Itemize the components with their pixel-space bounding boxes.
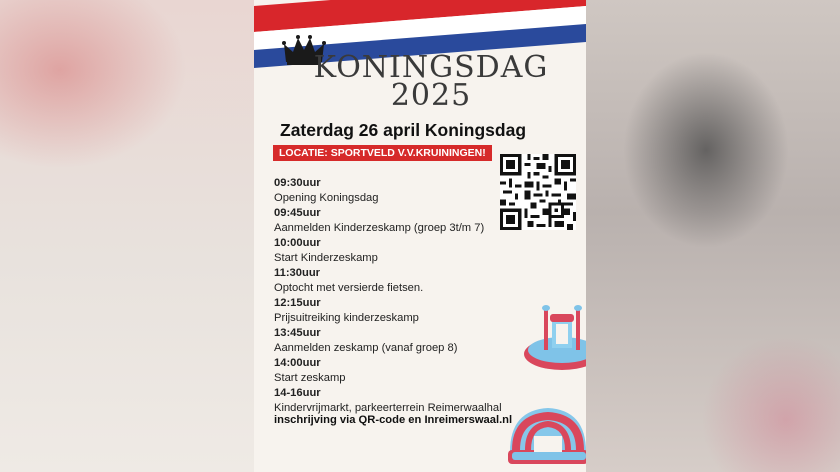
title-line2: 2025 xyxy=(390,78,472,113)
schedule-item xyxy=(274,176,564,206)
koningsdag-poster xyxy=(254,0,586,472)
schedule-item xyxy=(274,236,564,266)
location-banner: LOCATIE: SPORTVELD V.V.KRUININGEN! xyxy=(273,145,492,161)
schedule-desc: Aanmelden Kinderzeskamp (groep 3t/m 7) xyxy=(274,222,485,234)
schedule-time: 11:30uur xyxy=(274,267,321,279)
schedule-desc: Kindervrijmarkt, parkeerterrein Reimerwaalhal xyxy=(274,402,502,414)
bouncy-castle-image xyxy=(522,298,586,376)
background-right-blur xyxy=(586,0,840,472)
background-left-blur xyxy=(0,0,254,472)
date-heading: Zaterdag 26 april Koningsdag xyxy=(280,120,527,140)
schedule-desc: Start zeskamp xyxy=(274,372,346,384)
bouncy-castle-image xyxy=(504,380,586,472)
schedule-item xyxy=(274,266,564,296)
schedule-item xyxy=(274,326,564,356)
schedule-desc: Prijsuitreiking kinderzeskamp xyxy=(274,312,419,324)
schedule-time: 13:45uur xyxy=(274,327,321,339)
poster-title xyxy=(306,50,556,113)
schedule-time: 14:00uur xyxy=(274,357,321,369)
schedule-time: 10:00uur xyxy=(274,237,321,249)
schedule-desc: Opening Koningsdag xyxy=(274,192,379,204)
schedule-time: 14-16uur xyxy=(274,387,321,399)
title-line1: KONINGSDAG xyxy=(313,50,549,85)
schedule-item xyxy=(274,296,564,326)
registration-note: inschrijving via QR-code en Inreimerswaal.nl xyxy=(274,414,513,426)
schedule-desc: Optocht met versierde fietsen. xyxy=(274,282,424,294)
schedule-time: 09:30uur xyxy=(274,177,321,189)
schedule-time: 09:45uur xyxy=(274,207,321,219)
schedule-desc: Start Kinderzeskamp xyxy=(274,252,378,264)
schedule-desc: Aanmelden zeskamp (vanaf groep 8) xyxy=(274,342,458,354)
schedule-item xyxy=(274,206,564,236)
schedule-time: 12:15uur xyxy=(274,297,321,309)
